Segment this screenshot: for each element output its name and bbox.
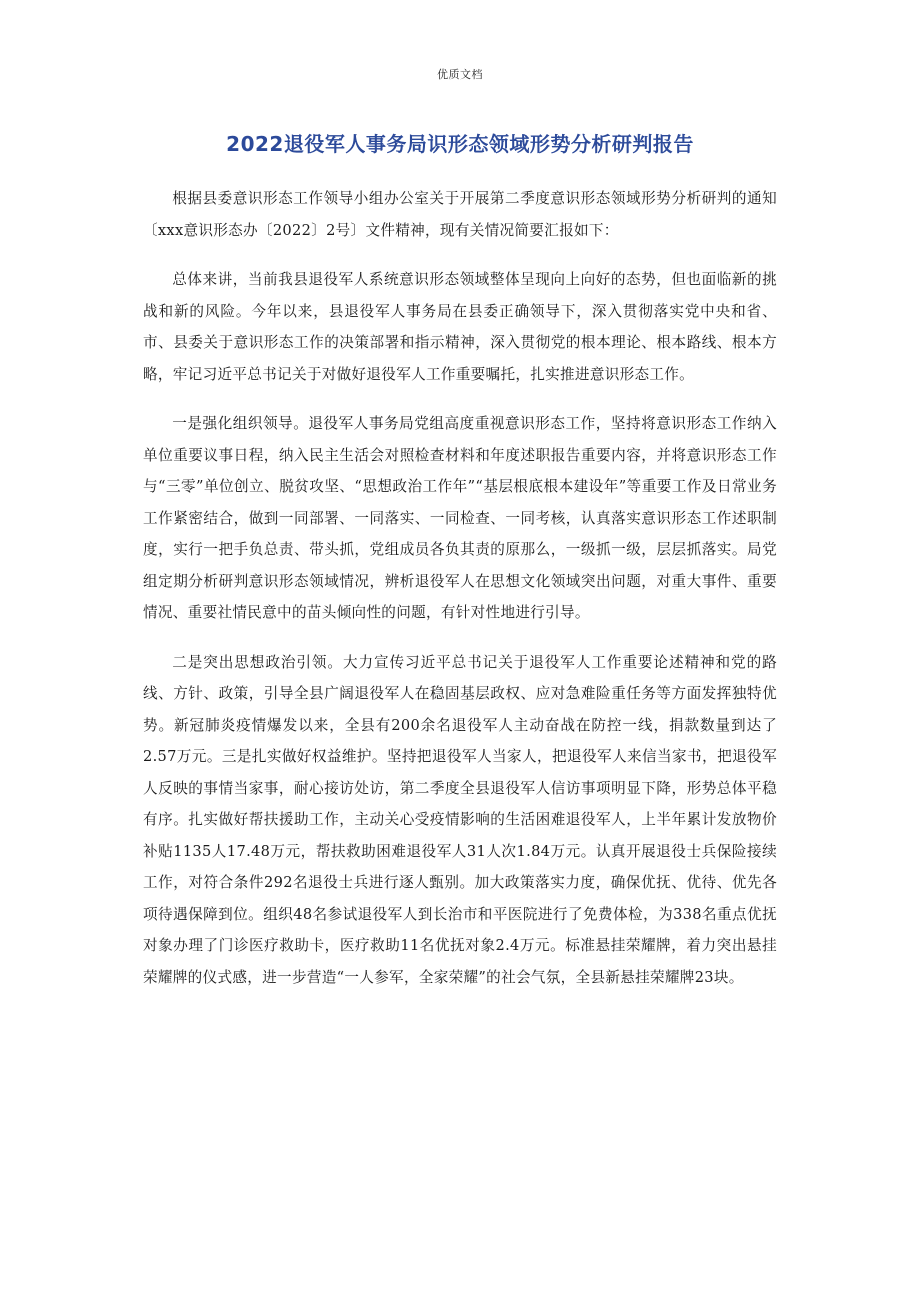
paragraph-intro: 根据县委意识形态工作领导小组办公室关于开展第二季度意识形态领域形势分析研判的通知〔xxx意识形态办〔2022〕2号〕文件精神，现有关情况简要汇报如下： <box>143 190 777 239</box>
document-body <box>143 183 777 1011</box>
paragraph-overview: 总体来讲，当前我县退役军人系统意识形态领域整体呈现向上向好的态势，但也面临新的挑战和新的风险。今年以来，县退役军人事务局在县委正确领导下，深入贯彻落实党中央和省、市、县委关于意识形态工作的决策部署和指示精神，深入贯彻党的根本理论、根本路线、根本方略，牢记习近平总书记关于对做好退役军人工作重要嘱托，扎实推进意识形态工作。 <box>143 271 777 383</box>
paragraph-organization: 一是强化组织领导。退役军人事务局党组高度重视意识形态工作，坚持将意识形态工作纳入单位重要议事日程，纳入民主生活会对照检查材料和年度述职报告重要内容，并将意识形态工作与“三零”单位创立、脱贫攻坚、“思想政治工作年”“基层根底根本建设年”等重要工作及日常业务工作紧密结合，做到一同部署、一同落实、一同检查、一同考核，认真落实意识形态工作述职制度，实行一把手负总责、带头抓，党组成员各负其责的原那么，一级抓一级，层层抓落实。局党组定期分析研判意识形态领域情况，辨析退役军人在思想文化领域突出问题，对重大事件、重要情况、重要社情民意中的苗头倾向性的问题，有针对性地进行引导。 <box>143 415 777 621</box>
page-header-label: 优质文档 <box>437 68 483 81</box>
document-title: 2022退役军人事务局识形态领域形势分析研判报告 <box>226 132 694 156</box>
paragraph-political-guidance: 二是突出思想政治引领。大力宣传习近平总书记关于退役军人工作重要论述精神和党的路线、方针、政策，引导全县广阔退役军人在稳固基层政权、应对急难险重任务等方面发挥独特优势。新冠肺炎疫情爆发以来，全县有200余名退役军人主动奋战在防控一线，捐款数量到达了2.57万元。三是扎实做好权益维护。坚持把退役军人当家人，把退役军人来信当家书，把退役军人反映的事情当家事，耐心接访处访，第二季度全县退役军人信访事项明显下降，形势总体平稳有序。扎实做好帮扶援助工作，主动关心受疫情影响的生活困难退役军人，上半年累计发放物价补贴1135人17.48万元，帮扶救助困难退役军人31人次1.84万元。认真开展退役士兵保险接续工作，对符合条件292名退役士兵进行逐人甄别。加大政策落实力度，确保优抚、优待、优先各项待遇保障到位。组织48名参试退役军人到长治市和平医院进行了免费体检，为338名重点优抚对象办理了门诊医疗救助卡，医疗救助11名优抚对象2.4万元。标准悬挂荣耀牌，着力突出悬挂荣耀牌的仪式感，进一步营造“一人参军，全家荣耀”的社会气氛，全县新悬挂荣耀牌23块。 <box>143 653 777 986</box>
